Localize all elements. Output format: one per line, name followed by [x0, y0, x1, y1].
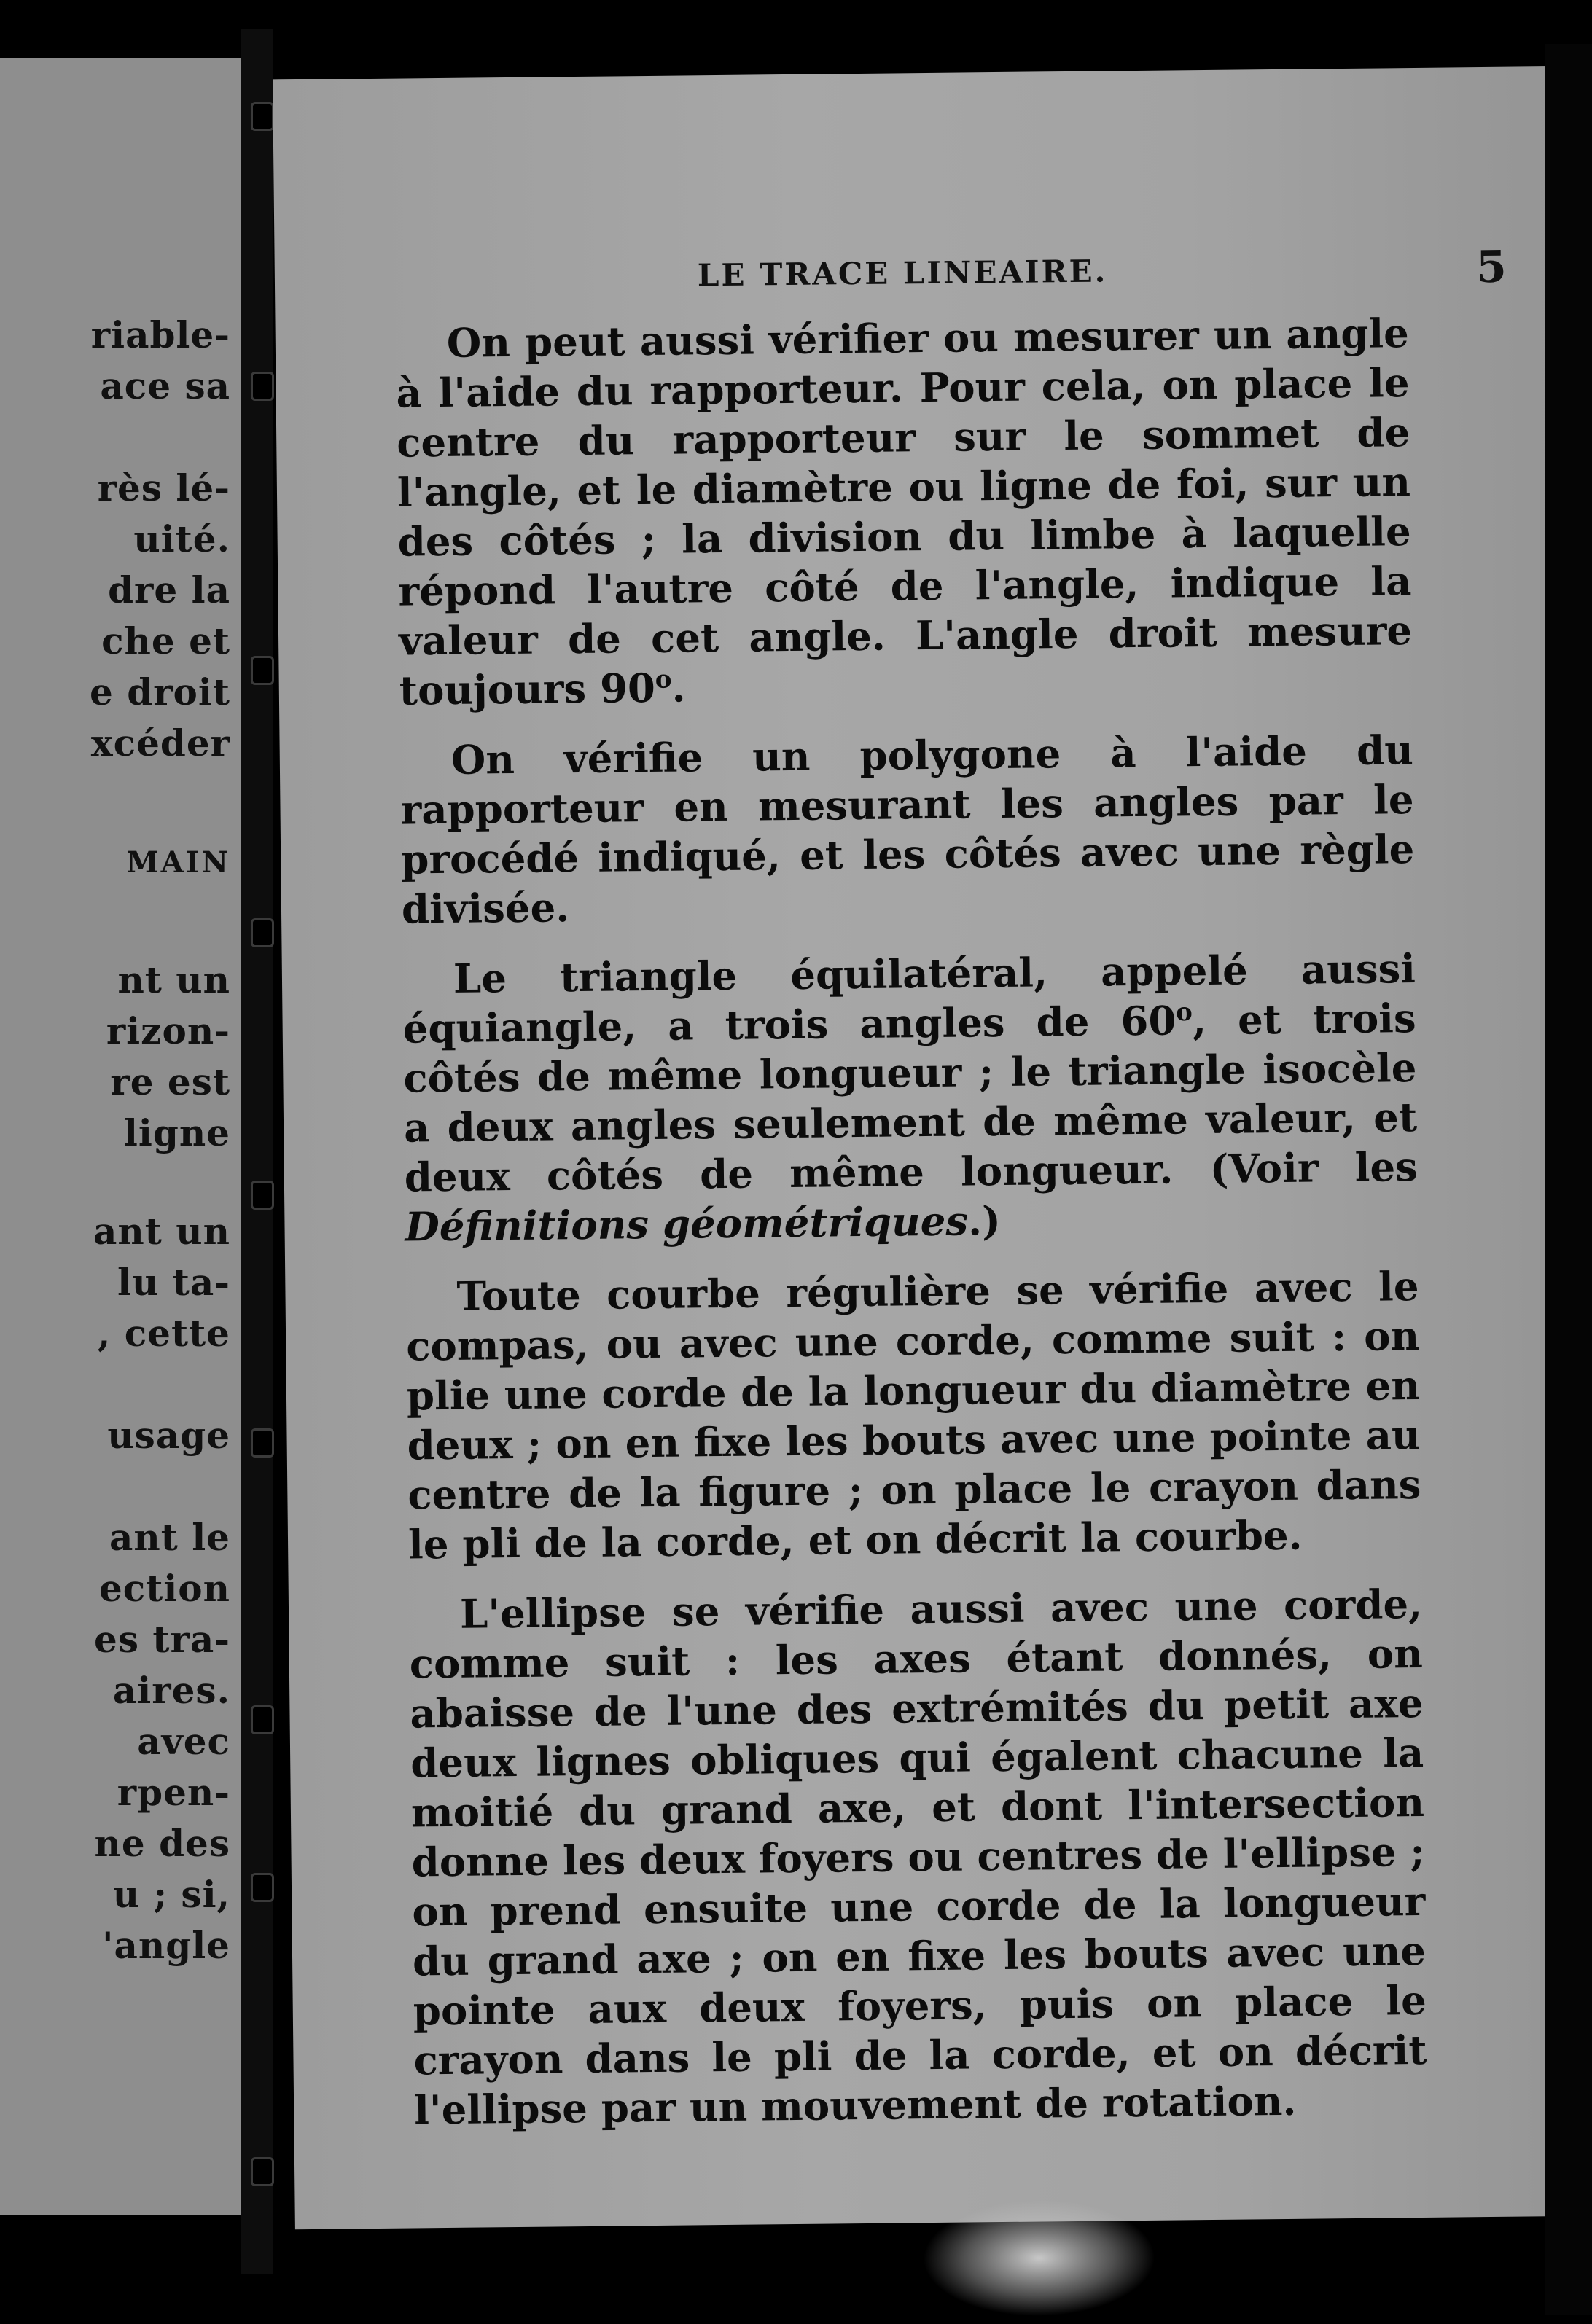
- paragraph: [402, 944, 1419, 1252]
- paragraph: [395, 308, 1413, 716]
- left-line: e droit: [90, 670, 230, 713]
- book-spine: [241, 29, 273, 2274]
- left-line: uité.: [133, 517, 230, 560]
- left-line: xcéder: [90, 721, 230, 764]
- binding-stitch: [251, 1181, 274, 1210]
- left-line: avec: [137, 1720, 230, 1763]
- paragraph: On vérifie un polygone à l'aide du rapporteur en mesurant les angles par le procédé indiqué, et les côtés avec une règle divisée.: [400, 727, 1415, 933]
- left-line: es tra-: [94, 1618, 230, 1661]
- left-line: rpen-: [117, 1771, 230, 1814]
- left-line: ant le: [109, 1516, 230, 1559]
- book-page: [273, 66, 1592, 2230]
- binding-stitch: [251, 102, 274, 131]
- left-line: ection: [98, 1567, 230, 1610]
- left-line: che et: [101, 619, 230, 662]
- paragraph: L'ellipse se vérifie aussi avec une corde, comme suit : les axes étant donnés, on abaisse de l'une des extrémités du petit axe deux lignes obliques qui égalent chacune la moitié du grand axe, et dont l'intersection donne les deux foyers ou centres de l'ellipse ; on prend ensuite une corde de la longueur du grand axe ; on en fixe les bouts avec une pointe aux deux foyers, puis on place le crayon dans le pli de la corde, et on décrit l'ellipse par un mouvement de rotation.: [409, 1580, 1427, 2134]
- paragraph-text: On peut aussi vérifier ou mesurer un angle à l'aide du rapporteur. Pour cela, on place le centre du rapporteur sur le sommet de l'angle, et le diamètre ou ligne de foi, sur un des côtés ; la division du limbe à laquelle répond l'autre côté de l'angle, indique la valeur de cet angle. L'angle droit mesure toujours 90: [396, 310, 1413, 714]
- left-line: ne des: [94, 1822, 230, 1865]
- left-line: ligne: [123, 1111, 230, 1154]
- left-page-fragment: [0, 58, 241, 2215]
- binding-stitch: [251, 1428, 274, 1458]
- page-edge-shadow: [1545, 44, 1592, 2315]
- page-header: [698, 242, 1507, 309]
- left-line: lu ta-: [117, 1261, 230, 1304]
- left-line: ant un: [93, 1210, 230, 1253]
- left-line: riable-: [90, 313, 230, 356]
- left-line: aires.: [112, 1669, 230, 1712]
- left-line: rizon-: [106, 1009, 230, 1052]
- left-line: rès lé-: [97, 466, 230, 509]
- left-line-heading: MAIN: [126, 845, 230, 880]
- binding-stitch: [251, 1873, 274, 1902]
- left-line: , cette: [97, 1312, 230, 1355]
- paper-smudge: [922, 2199, 1157, 2317]
- binding-stitch: [251, 2157, 274, 2186]
- paragraph: Toute courbe régulière se vérifie avec le compas, ou avec une corde, comme suit : on plie une corde de la longueur du diamètre en deux ; on en fixe les bouts avec une pointe au centre de la figure ; on place le crayon dans le pli de la corde, et on décrit la courbe.: [405, 1262, 1421, 1568]
- left-line: ace sa: [100, 364, 230, 407]
- paragraph-text: Le triangle équilatéral, appelé aussi équiangle, a trois angles de 60: [402, 945, 1416, 1052]
- binding-stitch: [251, 372, 274, 401]
- degree-mark: o: [1175, 998, 1193, 1028]
- binding-stitch: [251, 1705, 274, 1734]
- left-line: dre la: [108, 568, 230, 611]
- paragraph-text: , et trois côtés de même longueur ; le triangle isocèle a deux angles seulement de même valeur, et deux côtés de même longueur. (Voir les: [403, 995, 1419, 1201]
- paragraph-text: .: [671, 664, 686, 711]
- left-line: 'angle: [102, 1924, 230, 1967]
- left-line: re est: [110, 1060, 230, 1103]
- left-line: nt un: [117, 958, 230, 1001]
- italic-reference: Définitions géométriques: [405, 1197, 969, 1251]
- binding-stitch: [251, 656, 274, 685]
- left-line: usage: [107, 1414, 230, 1457]
- running-head: LE TRACE LINEAIRE.: [697, 253, 1108, 294]
- left-line: u ; si,: [112, 1873, 230, 1916]
- degree-mark: o: [655, 665, 672, 695]
- binding-stitch: [251, 918, 274, 947]
- page-body: [395, 308, 1427, 2155]
- page-number: 5: [1475, 241, 1507, 294]
- paragraph-text: .): [967, 1197, 1002, 1245]
